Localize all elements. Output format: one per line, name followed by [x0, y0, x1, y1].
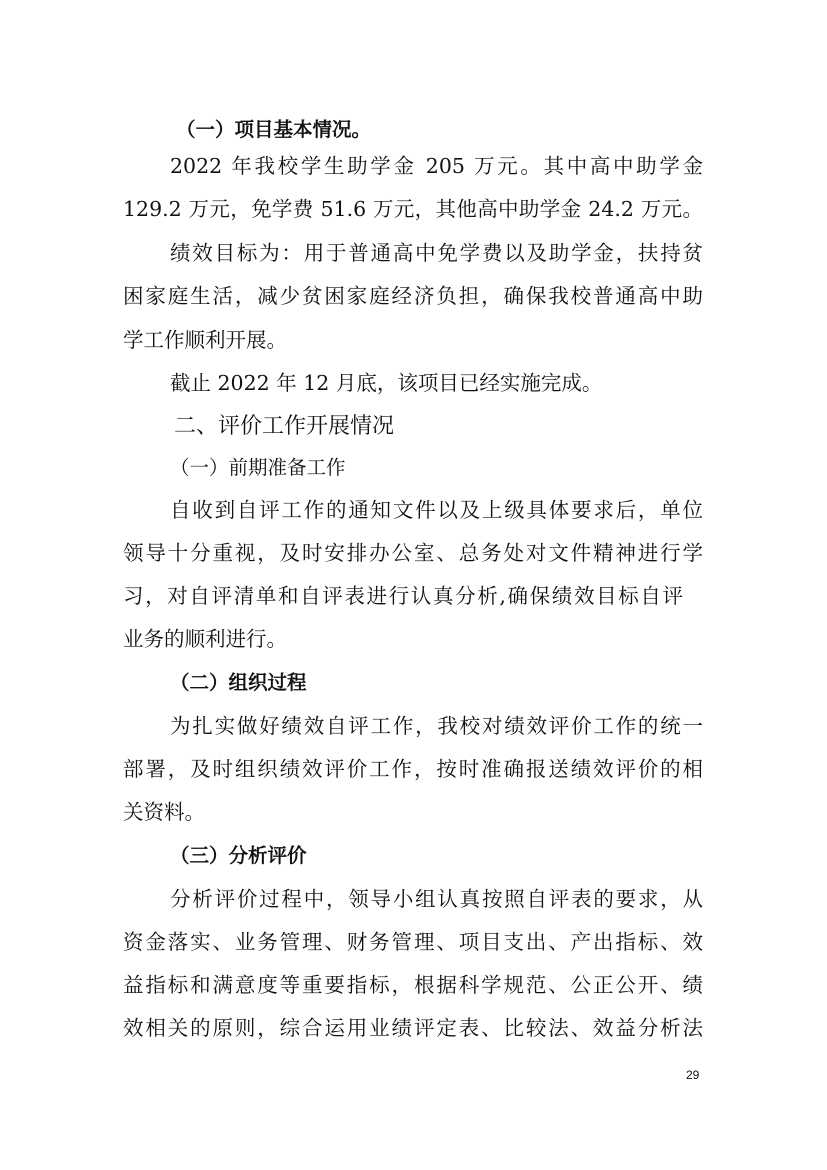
subsection-heading-preparation: （一）前期准备工作: [170, 456, 346, 479]
page-number: 29: [686, 1068, 700, 1082]
paragraph-line: 关资料。: [123, 800, 205, 824]
paragraph-line: 为扎实做好绩效自评工作，我校对绩效评价工作的统一: [170, 714, 703, 738]
section-heading-evaluation: 二、评价工作开展情况: [174, 414, 395, 439]
paragraph-line: 129.2 万元，免学费 51.6 万元，其他高中助学金 24.2 万元。: [123, 197, 703, 221]
paragraph-line: 分析评价过程中，领导小组认真按照自评表的要求，从: [170, 887, 703, 911]
paragraph-line: 困家庭生活，减少贫困家庭经济负担，确保我校普通高中助: [123, 284, 703, 308]
paragraph-line: 自收到自评工作的通知文件以及上级具体要求后，单位: [170, 498, 703, 522]
subsection-heading-analysis: （三）分析评价: [170, 844, 307, 867]
paragraph-line: 益指标和满意度等重要指标，根据科学规范、公正公开、绩: [123, 973, 703, 997]
paragraph-line: 截止 2022 年 12 月底，该项目已经实施完成。: [170, 371, 603, 395]
subsection-heading-organization: （二）组织过程: [170, 671, 307, 694]
paragraph-line: 2022 年我校学生助学金 205 万元。其中高中助学金: [170, 154, 703, 178]
paragraph-line: 领导十分重视，及时安排办公室、总务处对文件精神进行学: [123, 541, 703, 565]
paragraph-line: 习，对自评清单和自评表进行认真分析,确保绩效目标自评: [123, 584, 683, 608]
paragraph-line: 效相关的原则，综合运用业绩评定表、比较法、效益分析法: [123, 1016, 703, 1040]
paragraph-line: 部署，及时组织绩效评价工作，按时准确报送绩效评价的相: [123, 757, 703, 781]
paragraph-line: 学工作顺利开展。: [123, 328, 287, 352]
paragraph-line: 绩效目标为：用于普通高中免学费以及助学金，扶持贫: [170, 241, 703, 265]
paragraph-line: 资金落实、业务管理、财务管理、项目支出、产出指标、效: [123, 930, 703, 954]
section-heading-project-basic: （一）项目基本情况。: [176, 118, 372, 141]
paragraph-line: 业务的顺利进行。: [123, 627, 287, 651]
